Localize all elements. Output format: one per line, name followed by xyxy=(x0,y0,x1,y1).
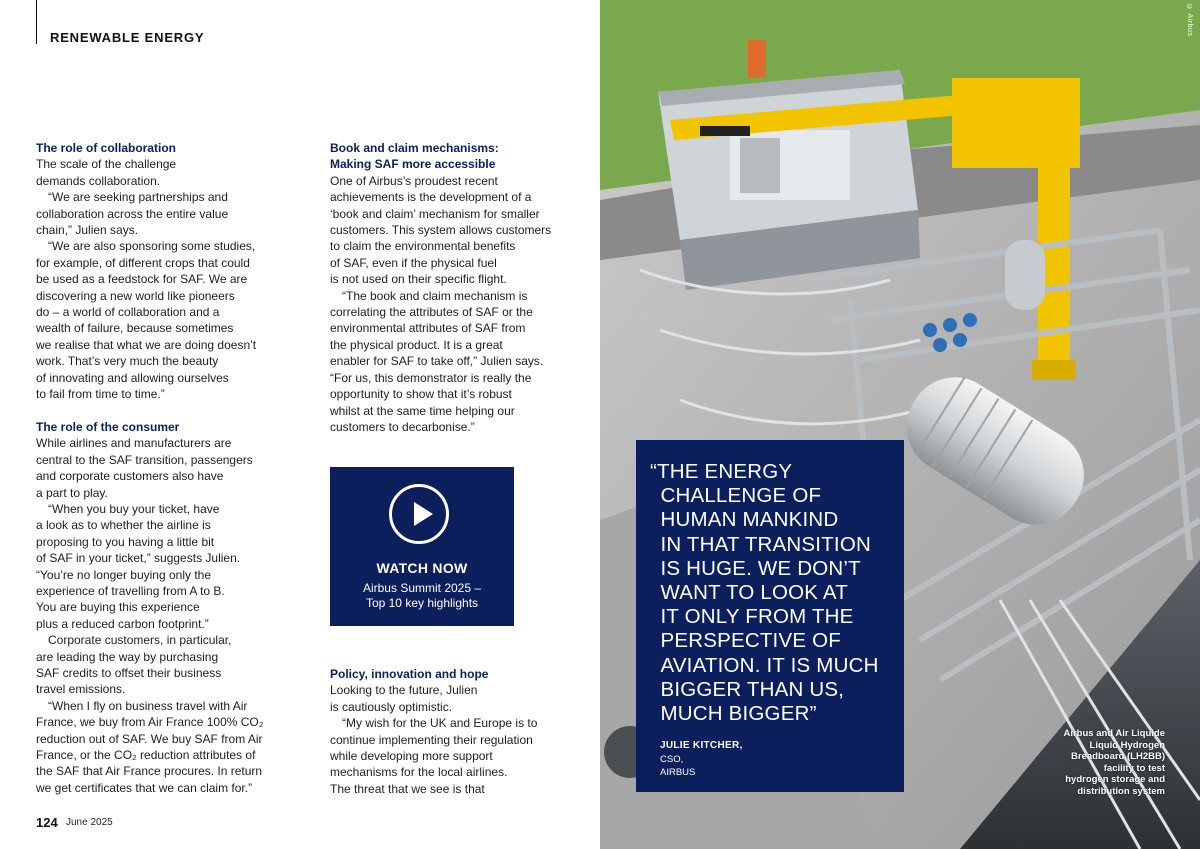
body-line: plus a reduced carbon footprint.” xyxy=(36,616,209,631)
watch-now-title: WATCH NOW xyxy=(376,560,468,576)
subheading: Policy, innovation and hope xyxy=(330,667,489,681)
body-line: “When you buy your ticket, have xyxy=(36,501,220,516)
watch-now-panel[interactable] xyxy=(330,467,514,626)
caption-line: facility to test xyxy=(1103,762,1165,774)
body-line: France, or the CO₂ reduction attributes of xyxy=(36,748,256,763)
watch-sub-line-2: Top 10 key highlights xyxy=(365,596,479,610)
body-line: customers to decarbonise.” xyxy=(330,419,475,434)
body-line: we realise that what we are doing doesn’t xyxy=(36,337,257,352)
body-line: the physical product. It is a great xyxy=(330,337,503,352)
text-column-2-continued xyxy=(330,666,570,797)
subheading: Making SAF more accessible xyxy=(330,157,496,172)
body-line: work. That’s very much the beauty xyxy=(36,354,219,369)
body-line: is not used on their specific flight. xyxy=(330,272,507,287)
body-line: chain,” Julien says. xyxy=(36,223,139,238)
body-line: a part to play. xyxy=(36,485,108,500)
quote-line: AVIATION. IT IS MUCH xyxy=(650,653,879,677)
body-line: environmental attributes of SAF from xyxy=(330,321,526,336)
page-number: 124 xyxy=(36,815,58,830)
body-line: a look as to whether the airline is xyxy=(36,518,211,533)
body-line: While airlines and manufacturers are xyxy=(36,436,232,451)
body-line: wealth of failure, because sometimes xyxy=(36,321,234,336)
photo-caption xyxy=(1010,728,1165,798)
play-icon[interactable] xyxy=(389,484,449,544)
body-line: the SAF that Air France procures. In return xyxy=(36,764,263,779)
body-line: continue implementing their regulation xyxy=(330,732,533,747)
section-label: RENEWABLE ENERGY xyxy=(50,30,205,45)
caption-line: Airbus and Air Liquide xyxy=(1063,728,1165,739)
quote-line: BIGGER THAN US, xyxy=(650,677,845,701)
quote-line: PERSPECTIVE OF xyxy=(650,629,841,653)
body-line: “We are also sponsoring some studies, xyxy=(36,239,256,254)
quote-line: IN THAT TRANSITION xyxy=(650,532,871,556)
quote-line: WANT TO LOOK AT xyxy=(650,581,848,605)
body-line: France, we buy from Air France 100% CO₂ xyxy=(36,715,264,730)
body-line: customers. This system allows customers xyxy=(330,223,552,238)
body-line: mechanisms for the local airlines. xyxy=(330,765,508,780)
body-line: we get certificates that we can claim for.” xyxy=(36,780,253,795)
body-line: to claim the environmental benefits xyxy=(330,239,516,254)
body-line: and corporate customers also have xyxy=(36,469,224,484)
body-line: “The book and claim mechanism is xyxy=(330,288,528,303)
body-line: opportunity to show that it’s robust xyxy=(330,387,512,402)
body-line: achievements is the development of a xyxy=(330,190,532,205)
body-line: The scale of the challenge xyxy=(36,157,177,172)
caption-line: hydrogen storage and xyxy=(1065,774,1165,786)
body-line: whilst at the same time helping our xyxy=(330,403,515,418)
body-line: Looking to the future, Julien xyxy=(330,683,478,698)
body-line: One of Airbus’s proudest recent xyxy=(330,173,498,188)
body-line: of SAF in your ticket,” suggests Julien. xyxy=(36,551,241,566)
pull-quote-text xyxy=(650,460,898,726)
caption-line: distribution system xyxy=(1077,785,1165,797)
quote-line: HUMAN MANKIND xyxy=(650,508,839,532)
body-line: enabler for SAF to take off,” Julien says. xyxy=(330,354,544,369)
body-line: You are buying this experience xyxy=(36,600,200,615)
body-line: “When I fly on business travel with Air xyxy=(36,698,248,713)
quote-role-line-2: AIRBUS xyxy=(660,767,696,778)
photo-credit: © Airbus xyxy=(1186,4,1193,37)
body-line: is cautiously optimistic. xyxy=(330,699,453,714)
body-line: “My wish for the UK and Europe is to xyxy=(330,716,538,731)
body-line: correlating the attributes of SAF or the xyxy=(330,305,533,320)
body-line: “For us, this demonstrator is really the xyxy=(330,370,532,385)
quote-attribution-name: JULIE KITCHER, xyxy=(660,740,743,751)
body-line: Corporate customers, in particular, xyxy=(36,633,232,648)
section-rule xyxy=(36,0,37,44)
subheading: The role of collaboration xyxy=(36,141,177,155)
text-column-2 xyxy=(330,140,570,435)
body-line: SAF credits to offset their business xyxy=(36,665,222,680)
body-line: “We are seeking partnerships and xyxy=(36,190,228,205)
text-column-1 xyxy=(36,140,276,796)
subheading: The role of the consumer xyxy=(36,419,180,434)
body-line: collaboration across the entire value xyxy=(36,206,229,221)
body-line: experience of travelling from A to B. xyxy=(36,583,225,598)
caption-line: Breadboard (LH2BB) xyxy=(1071,751,1165,763)
caption-line: Liquid Hydrogen xyxy=(1089,739,1165,751)
watch-now-subtitle xyxy=(330,581,514,611)
pull-quote xyxy=(636,440,904,792)
body-line: central to the SAF transition, passengers xyxy=(36,452,253,467)
issue-date: June 2025 xyxy=(66,817,113,828)
body-line: be used as a feedstock for SAF. We are xyxy=(36,272,248,287)
subheading: Book and claim mechanisms: xyxy=(330,141,499,155)
body-line: of SAF, even if the physical fuel xyxy=(330,255,497,270)
quote-role-line-1: CSO, xyxy=(660,754,684,765)
body-line: proposing to you having a little bit xyxy=(36,534,215,549)
paragraph-gap xyxy=(36,403,276,419)
body-line: The threat that we see is that xyxy=(330,781,485,796)
body-line: travel emissions. xyxy=(36,682,126,697)
quote-line: “THE ENERGY xyxy=(650,460,793,483)
body-line: ‘book and claim’ mechanism for smaller xyxy=(330,206,540,221)
quote-line: CHALLENGE OF xyxy=(650,484,822,508)
body-line: discovering a new world like pioneers xyxy=(36,288,235,303)
body-line: are leading the way by purchasing xyxy=(36,649,219,664)
body-line: for example, of different crops that could xyxy=(36,255,250,270)
quote-line: IS HUGE. WE DON’T xyxy=(650,556,861,580)
body-line: reduction out of SAF. We buy SAF from Air xyxy=(36,731,263,746)
quote-line: MUCH BIGGER” xyxy=(650,702,817,726)
body-line: do – a world of collaboration and a xyxy=(36,305,220,320)
body-line: of innovating and allowing ourselves xyxy=(36,370,229,385)
body-line: to fail from time to time.” xyxy=(36,387,165,402)
body-line: demands collaboration. xyxy=(36,173,161,188)
body-line: “You’re no longer buying only the xyxy=(36,567,212,582)
body-line: while developing more support xyxy=(330,749,493,764)
quote-line: IT ONLY FROM THE xyxy=(650,605,854,629)
watch-sub-line-1: Airbus Summit 2025 – xyxy=(362,581,482,595)
quote-attribution-role xyxy=(660,753,695,779)
